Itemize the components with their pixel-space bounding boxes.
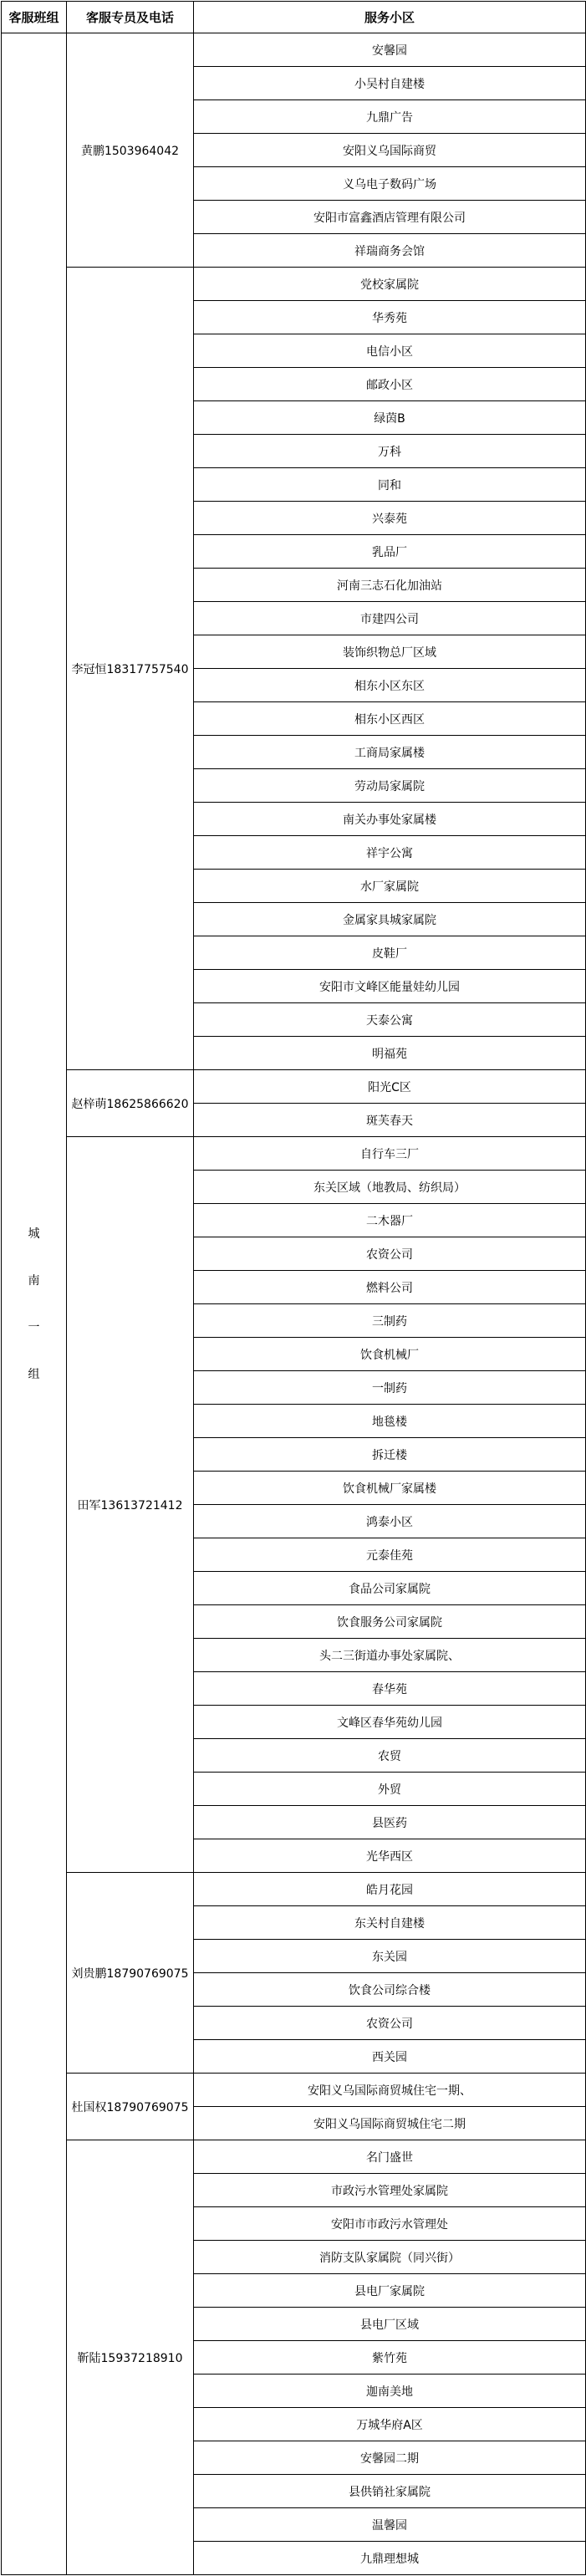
community-cell: 二木器厂 [194, 1204, 586, 1237]
community-cell: 皮鞋厂 [194, 936, 586, 970]
community-cell: 饮食机械厂 [194, 1338, 586, 1371]
group-name-char: 一 [28, 1320, 40, 1334]
community-cell: 相东小区东区 [194, 669, 586, 702]
community-cell: 乳品厂 [194, 535, 586, 569]
group-name-char: 南 [28, 1273, 40, 1288]
community-cell: 祥宇公寓 [194, 836, 586, 870]
community-cell: 兴泰苑 [194, 502, 586, 535]
community-cell: 邮政小区 [194, 368, 586, 401]
group-cell [2, 33, 67, 2575]
community-cell: 自行车三厂 [194, 1137, 586, 1171]
service-area-table [1, 1, 586, 2575]
community-cell: 燃料公司 [194, 1271, 586, 1304]
community-cell: 安阳市富鑫酒店管理有限公司 [194, 201, 586, 234]
community-cell: 安阳义乌国际商贸 [194, 134, 586, 167]
agent-cell: 刘贵鹏18790769075 [67, 1873, 194, 2074]
community-cell: 工商局家属楼 [194, 736, 586, 769]
community-cell: 东关区域（地教局、纺织局） [194, 1171, 586, 1204]
agent-cell: 靳陆15937218910 [67, 2140, 194, 2575]
community-cell: 南关办事处家属楼 [194, 803, 586, 836]
community-cell: 外贸 [194, 1773, 586, 1806]
agent-cell: 田军13613721412 [67, 1137, 194, 1873]
header-group: 客服班组 [2, 2, 67, 33]
community-cell: 安阳义乌国际商贸城住宅一期、 [194, 2074, 586, 2107]
community-cell: 安阳义乌国际商贸城住宅二期 [194, 2107, 586, 2140]
community-cell: 相东小区西区 [194, 702, 586, 736]
community-cell: 九鼎广告 [194, 100, 586, 134]
community-cell: 安阳市市政污水管理处 [194, 2207, 586, 2241]
community-cell: 消防支队家属院（同兴街） [194, 2241, 586, 2274]
table-row [2, 33, 586, 67]
agent-cell: 杜国权18790769075 [67, 2074, 194, 2140]
community-cell: 县医药 [194, 1806, 586, 1839]
community-cell: 市政污水管理处家属院 [194, 2174, 586, 2207]
community-cell: 天泰公寓 [194, 1003, 586, 1037]
table-row [2, 268, 586, 301]
agent-cell: 赵梓萌18625866620 [67, 1070, 194, 1137]
group-name-char: 组 [28, 1367, 40, 1381]
table-row [2, 1070, 586, 1104]
community-cell: 同和 [194, 468, 586, 502]
community-cell: 九鼎理想城 [194, 2542, 586, 2575]
community-cell: 饮食机械厂家属楼 [194, 1472, 586, 1505]
community-cell: 温馨园 [194, 2508, 586, 2542]
community-cell: 安阳市文峰区能量娃幼儿园 [194, 970, 586, 1003]
community-cell: 斑芙春天 [194, 1104, 586, 1137]
community-cell: 农贸 [194, 1739, 586, 1773]
community-cell: 皓月花园 [194, 1873, 586, 1906]
community-cell: 西关园 [194, 2040, 586, 2074]
community-cell: 水厂家属院 [194, 870, 586, 903]
community-cell: 头二三街道办事处家属院、 [194, 1639, 586, 1672]
community-cell: 河南三志石化加油站 [194, 569, 586, 602]
community-cell: 万城华府A区 [194, 2408, 586, 2441]
community-cell: 饮食服务公司家属院 [194, 1605, 586, 1639]
agent-cell: 李冠恒18317757540 [67, 268, 194, 1070]
agent-cell: 黄鹏15039640​42 [67, 33, 194, 268]
community-cell: 元泰佳苑 [194, 1538, 586, 1572]
community-cell: 劳动局家属院 [194, 769, 586, 803]
community-cell: 祥瑞商务会馆 [194, 234, 586, 268]
community-cell: 名门盛世 [194, 2140, 586, 2174]
community-cell: 电信小区 [194, 334, 586, 368]
header-row [2, 2, 586, 33]
community-cell: 饮食公司综合楼 [194, 1973, 586, 2007]
community-cell: 华秀苑 [194, 301, 586, 334]
community-cell: 文峰区春华苑幼儿园 [194, 1706, 586, 1739]
table-body [2, 33, 586, 2575]
community-cell: 市建四公司 [194, 602, 586, 635]
community-cell: 县供销社家属院 [194, 2475, 586, 2508]
community-cell: 农资公司 [194, 1237, 586, 1271]
community-cell: 安馨园二期 [194, 2441, 586, 2475]
community-cell: 光华西区 [194, 1839, 586, 1873]
community-cell: 党校家属院 [194, 268, 586, 301]
community-cell: 农资公司 [194, 2007, 586, 2040]
community-cell: 紫竹苑 [194, 2341, 586, 2375]
community-cell: 县电厂区域 [194, 2308, 586, 2341]
community-cell: 东关村自建楼 [194, 1906, 586, 1940]
table-row [2, 1873, 586, 1906]
table-row [2, 2140, 586, 2174]
community-cell: 绿茵B [194, 401, 586, 435]
community-cell: 拆迁楼 [194, 1438, 586, 1472]
community-cell: 万科 [194, 435, 586, 468]
community-cell: 安馨园 [194, 33, 586, 67]
header-agent: 客服专员及电话 [67, 2, 194, 33]
community-cell: 三制药 [194, 1304, 586, 1338]
header-community: 服务小区 [194, 2, 586, 33]
group-name-char: 城 [28, 1227, 40, 1241]
community-cell: 东关园 [194, 1940, 586, 1973]
community-cell: 一制药 [194, 1371, 586, 1405]
community-cell: 鸿泰小区 [194, 1505, 586, 1538]
community-cell: 小吴村自建楼 [194, 67, 586, 100]
community-cell: 迦南美地 [194, 2375, 586, 2408]
table-row [2, 1137, 586, 1171]
community-cell: 金属家具城家属院 [194, 903, 586, 936]
community-cell: 明福苑 [194, 1037, 586, 1070]
community-cell: 装饰织物总厂区域 [194, 635, 586, 669]
community-cell: 地毯楼 [194, 1405, 586, 1438]
community-cell: 春华苑 [194, 1672, 586, 1706]
community-cell: 县电厂家属院 [194, 2274, 586, 2308]
community-cell: 食品公司家属院 [194, 1572, 586, 1605]
table-row [2, 2074, 586, 2107]
community-cell: 义乌电子数码广场 [194, 167, 586, 201]
community-cell: 阳光C区 [194, 1070, 586, 1104]
